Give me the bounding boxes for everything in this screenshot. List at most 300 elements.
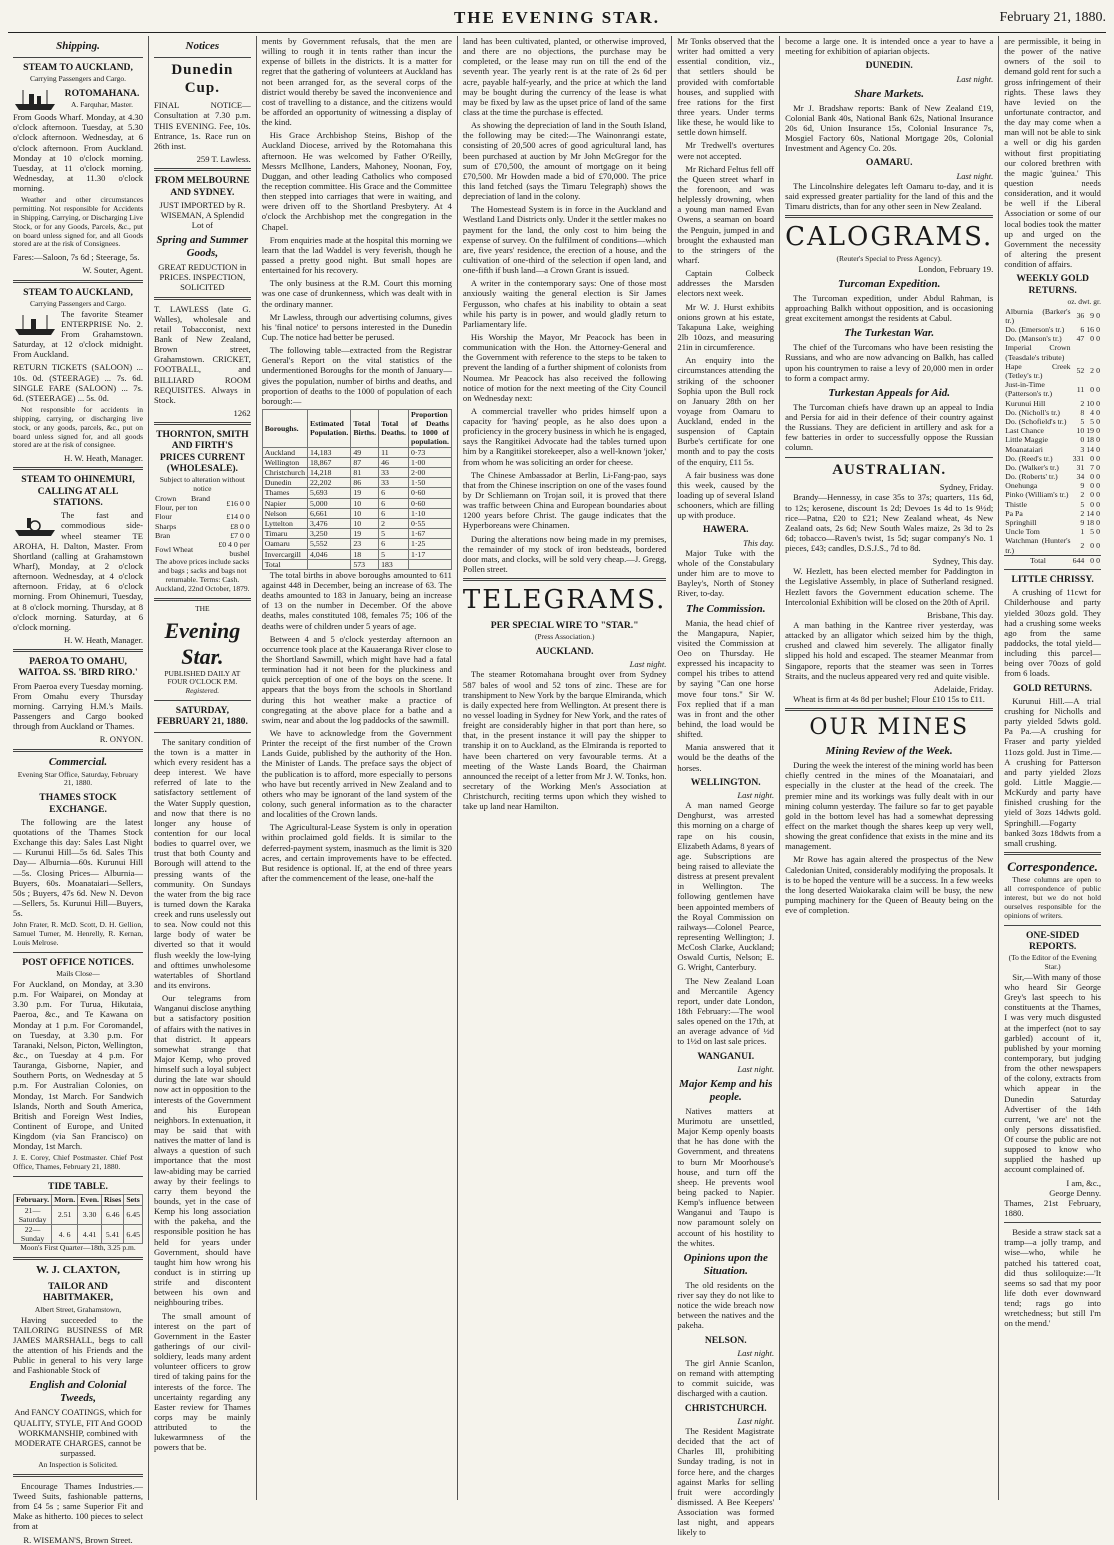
news-paragraph: A man named George Denghurst, was arrested this morning on a charge of rape on his cousin, Elizabeth Adams, 8 years of age. Subscriptions are being raised to alleviate the distress at present prevalent in Wellington. The following gentlemen have been appointed members of the Royal Commission on railways—Colonel Pearce, representing Wellington; J. McCosh Clarke, Auckland; Oswald Curtis, Nelson; E. G. Wright, Canterbury. [677,800,775,973]
table-cell: 16 [1086,325,1095,335]
prices-note: The above prices include sacks and bags ; sacks and bags not returnable. Terms: Cash. Auckland, 22nd October, 1879. [155,557,250,593]
dateline-place: WELLINGTON. [690,776,761,788]
table-cell: 1·50 [409,478,452,488]
table-cell: 4.41 [78,1224,102,1243]
columns [8,36,1106,1545]
table-row [1004,435,1101,444]
schedule-text: From Paeroa every Tuesday morning. From Omahu every Thursday morning. Carrying H.M.'s Mails. Passengers and Cargo booked through from Auckland or Thames. [13,680,143,732]
table-cell: 19 [351,488,379,498]
table-cell: £0 4 0 per bushel [218,540,250,559]
fares-text: Fares:—Saloon, 7s 6d ; Steerage, 5s. [13,252,140,263]
table-cell: Christchurch [262,468,307,478]
divider [1004,569,1101,570]
table-cell: 3,250 [308,529,351,539]
import-highlight: Spring and Summer Goods, [156,234,249,260]
divider [154,57,251,58]
table-cell: Nelson [262,508,307,518]
table-cell: 0 [1090,540,1095,550]
column-header: Even. [78,1195,102,1205]
divider [154,598,251,601]
table-cell: 0 [1080,435,1085,445]
section-heading: LITTLE CHRISSY. [1011,573,1094,585]
table-cell: 6 [379,539,409,549]
section-heading: Major Kemp and his people. [679,1077,773,1103]
table-cell: 0 [1096,435,1100,445]
stock-quotes: The following are the latest quotations of the Thames Stock Exchange this day: Sales Last Night— Kurunui Hill—5s 6d. Sales This Day— Alburnia—60s. Kurunui Hill—5s. Closing Prices— Alburnia—Buyers, 60s. Moanataiari—Sellers, 50s ; Buyers, 47s 6d. New N. Devon—Sellers, 5s. Kurunui Hill—Buyers, 5s. [13,816,143,919]
agent-name: H. W. Heath, Manager. [64,453,143,464]
import-heading: FROM MELBOURNE AND SYDNEY. [155,175,250,198]
column-header: February. [14,1195,52,1205]
dateline-place: Brisbane, This day. [927,609,994,620]
news-paragraph: An enquiry into the circumstances attending the striking of the schooner Sophia upon the Bull rock on January 28th on her voyage from Oamaru to Auckland, ended in the suspension of Captain Burbe's certificate for one month and to pay the costs of the enquiry, £11 5s. [677,355,775,467]
editorial-paragraph: The small amount of interest on the part of Government in the Easter gatherings of our civil-soldiery, leads many ardent volunteer officers to grow tired of taking pains for the interests of the force. The uncertainty regarding any Easter review for Thames corps may be mainly attributed to the lukewarmness of the powers that be. [154,1310,251,1453]
table-cell: 5 [379,529,409,539]
table-cell: Lyttelton [262,518,307,528]
table-cell: Do. (Schofield's tr.) [1005,416,1067,426]
table-row [262,457,451,467]
post-subheading: Mails Close— [56,969,100,979]
table-row [1004,472,1101,481]
table-cell: Last Chance [1005,426,1045,436]
ad-heading: STEAM TO AUCKLAND, [23,286,133,298]
divider [463,578,666,581]
divider [13,1474,143,1477]
table-cell: 21—Saturday [14,1205,52,1224]
table-cell: Imperial Crown (Teasdale's tribute) [1005,343,1071,362]
news-paragraph: The girl Annie Scanlon, on remand with attempting to commit suicide, was discharged with a caution. [677,1357,775,1399]
table-row [1004,408,1101,417]
news-paragraph: Wheat is firm at 4s 8d per bushel; Flour £10 15s to £11. [793,694,985,705]
section-heading: Opinions upon the Situation. [683,1251,768,1277]
table-row [1004,334,1101,343]
news-paragraph: Mr J. Bradshaw reports: Bank of New Zealand £19, Colonial Bank 40s, National Bank 62s, National Insurance 20s 6d, Union Insurance 15s, Colonial Insurance 7s, Mosgiel Factory 60s, National Mortgage 20s, Colonial Investment and Agency Co. 20s. [785,102,994,154]
advertiser-address: Albert Street, Grahamstown, [34,1304,122,1314]
news-paragraph: During the alterations now being made in my premises, the remainder of my stock of iron bedsteads, bordered door mats, and clocks, will be sold very cheap.—J. Gregg, Pollen street. [462,533,667,575]
table-cell: 6 [379,508,409,518]
dateline-time: Last night. [737,790,775,801]
our-mines-heading: OUR MINES [809,715,970,741]
table-cell: 0 [1096,444,1100,454]
table-cell: 6.45 [124,1224,143,1243]
news-paragraph: We have to acknowledge from the Government Printer the receipt of the first number of the Crown Lands Guide, published by the authority of the Hon. the Minister of Lands. The preface says the object of the publication is to afford, more especially to persons who have but recently arrived in New Zealand and to others who may be ignorant of the land system of the colony, such general information as to the character and localities of the Crown lands. [261,728,452,820]
table-cell: 6 [379,488,409,498]
table-row [154,494,251,512]
news-paragraph: The only business at the R.M. Court this morning was one case of drunkenness, which was dealt with in the ordinary manner. [261,278,452,309]
column-5 [672,36,780,1538]
news-paragraph: Beside a straw stack sat a tramp—a jolly tramp, and wise—who, while he patched his tattered coat, did thus soliloquize:—'It seems so sad that my poor life doth ever downward tend; rags go into wretchedness; but still I'm on the mend.' [1004,1227,1101,1329]
table-cell: 5,000 [308,498,351,508]
table-cell: 5 [1080,416,1085,426]
dateline-place: Sydney, Friday. [939,482,994,493]
table-cell: 3.30 [78,1205,102,1224]
ad-body: And FANCY COATINGS, which for QUALITY, STYLE, FIT And GOOD WORKMANSHIP, combined with MODERATE CHARGES, cannot be surpassed. [13,1407,143,1458]
table-cell: Sharps [155,521,177,531]
table-row [1004,417,1101,426]
steamship-icon [13,86,57,112]
newspaper-title: THE EVENING STAR. [453,8,661,27]
commercial-office: Evening Star Office, Saturday, February 21, 1880. [17,769,139,788]
table-cell: 23 [351,539,379,549]
dateline-time: Last night. [737,1063,775,1074]
news-paragraph: During the week the interest of the mining world has been chiefly centred in the mines of the Moanataiari, and especially in the cluster at the head of the creek. The premier mine and its workings was fully dealt with in our mining column yesterday. The failure so far to get payable gold in the bottom level has had a somewhat depressing effect on the market though the shares keep up very well, showing the great confidence that exists in the mine and its management. [785,760,994,852]
dateline-place: Sydney, This day. [932,556,994,567]
table-cell: 3,476 [308,518,351,528]
news-paragraph: His Worship the Mayor, Mr Peacock has been in communication with the Hon. the Attorney-General and the Government with reference to the steps to be taken to prevent the landing of a further shipment of colonists from Noumea. Mr Peacock has also received the following notice of motion for the next meeting of the City Council on Wednesday next: [462,331,667,403]
ad-heading: STEAM TO AUCKLAND, [23,61,133,73]
table-cell: 6 [379,498,409,508]
table-row-total [262,559,451,569]
vital-statistics-table [262,409,452,570]
news-paragraph: become a large one. It is intended once a year to have a meeting for exhibition of apiarian objects. [785,36,994,57]
table-cell: 34 [1076,472,1085,482]
table-cell: 1·67 [409,529,452,539]
table-cell: 49 [351,447,379,457]
table-row [1004,380,1101,398]
ad-body: Encourage Thames Industries.—Tweed Suits, fashionable patterns, from £4 5s ; same Superior Fit and Make as hitherto. 100 pieces to select from at [13,1480,143,1532]
news-paragraph: The Lincolnshire delegates left Oamaru to-day, and it is said expressed greater partiality for the land of this and the Timaru districts, than for any other seen in New Zealand. [785,180,994,212]
divider [13,749,143,752]
table-cell: £7 0 0 [230,530,250,540]
divider [1004,852,1101,855]
dateline-place: Adelaide, Friday. [933,683,994,694]
news-paragraph: Mr Lawless, through our advertising columns, gives his 'final notice' to persons interested in the Dunedin Cup. The notice had better be perused. [261,311,452,342]
table-cell: 11 [379,447,409,457]
table-row [1004,445,1101,454]
section-heading: Mining Review of the Week. [825,745,953,758]
table-cell: 9 [1080,481,1085,491]
column-header: Boroughs. [262,409,307,447]
table-row [154,531,251,540]
table-row [14,1224,143,1243]
press-association: (Press Association.) [534,632,595,642]
news-paragraph: From enquiries made at the hospital this morning we learn that the lad Waddel is very feverish, though he passed a pretty good night. But small hopes are entertained for his recovery. [261,234,452,276]
table-cell: 0 [1096,508,1100,518]
table-row [1004,399,1101,408]
column-1 [8,36,149,1545]
table-cell: 31 [1076,462,1085,472]
divider [1004,925,1101,926]
table-cell: 9 [1090,311,1095,321]
table-cell: Bran [155,530,171,540]
news-paragraph: The Homestead System is in force in the Auckland and Westland Land Districts only. Under it the settler makes no payment for the land, the only cost to him being the expense of survey. On the fulfilment of conditions—which are, five years' residence, the erection of a house, and the cultivation of one-third of the selection if open land, and one-fifth if bush land—a Crown Grant is issued. [462,204,667,276]
table-cell: 0 [1096,540,1100,550]
column-header: Total Deaths. [379,409,409,447]
post-sign: J. E. Corey, Chief Postmaster. Chief Post Office, Thames, February 21, 1880. [13,1153,143,1172]
table-cell: 86 [351,478,379,488]
news-paragraph: The old residents on the river say they do not like to notice the wide breach now between the natives and the pakeha. [677,1279,775,1331]
table-cell: 10 [351,498,379,508]
publication-note: PUBLISHED DAILY AT FOUR O'CLOCK P.M. [164,668,241,687]
ad-highlight: English and Colonial Tweeds, [29,1379,127,1405]
table-row [1004,527,1101,536]
masthead [8,6,1106,33]
dateline-place: CHRISTCHURCH. [684,1402,767,1414]
table-row [1004,325,1101,334]
table-cell: 5,552 [308,539,351,549]
cup-notice: FINAL NOTICE—Consultation at 7.30 p.m. THIS EVENING. Fee, 10s. Entrance, 1s. Race run on 26th inst. [154,100,251,151]
table-cell: Watchman (Hunter's tr.) [1005,536,1071,555]
table-cell: 0 [1096,518,1100,528]
letter-heading: ONE-SIDED REPORTS. [1025,929,1080,952]
column-7 [999,36,1106,1500]
table-cell: Total [262,559,307,569]
gold-returns-table [1004,307,1101,565]
table-cell: Thistle [1005,499,1027,509]
table-cell: 14,183 [308,447,351,457]
divider [785,708,993,711]
table-row [262,488,451,498]
table-cell: 18,867 [308,457,351,467]
letter-date: Thames, 21st February, 1880. [1004,1197,1101,1219]
news-paragraph: Mania answered that it would be the deaths of the horses. [677,742,775,773]
divider [13,57,143,58]
column-header: Estimated Population. [308,409,351,447]
table-cell: Fowl Wheat [155,544,194,554]
table-cell: 8 [1080,407,1085,417]
news-paragraph: Captain Colbeck addresses the Marsden electors next week. [677,268,775,299]
divider [13,1176,143,1177]
table-cell: 0 [1096,481,1100,491]
table-cell: 0 [1085,555,1095,565]
table-cell [409,559,452,569]
table-row [262,549,451,559]
shipping-heading: Shipping. [56,40,100,52]
table-cell: Alburnia (Barker's tr.) [1005,306,1071,325]
table-cell: 0 [1090,384,1095,394]
ship-master: A. Farquhar, Master. [71,100,133,110]
table-cell: 331 [1072,453,1085,463]
news-paragraph: A writer in the contemporary says: One of those most anxiously waiting the general election is Sir James Fergusson, who chafes at his inability to obtain a seat while his party is in power, and would gladly return to Parliamentary life. [462,278,667,329]
table-row [1004,536,1101,555]
table-cell: 2 [379,518,409,528]
dateline-time: Last night. [956,73,994,84]
table-cell: 1·10 [409,508,452,518]
table-cell: Do. (Reed's tr.) [1005,453,1053,463]
table-cell: Total [1004,555,1071,565]
divider [154,732,251,733]
letter-body: Sir,—With many of those who heard Sir George Grey's last speech to his constituents at the Thames, I was very much disgusted at the imperfect (not to say garbled) account of it, published by your morning contemporary, but judging from the other newspapers of the colony, extracts from which appear in the Dunedin Saturday Advertiser of the 14th current, 'we are' not the only persons dissatisfied. Of course the public are not supposed to know who supplied the hashed up account complained of. [1004,971,1101,1175]
masthead-the: THE [195,603,210,613]
commercial-heading: Commercial. [48,755,108,768]
table-cell: 0 [1096,472,1100,482]
dateline-place: HAWERA. [702,524,749,536]
table-row [14,1205,143,1224]
table-cell: 6,661 [308,508,351,518]
table-cell: 0 [1090,453,1095,463]
table-cell: 5 [1090,416,1095,426]
tide-table [13,1194,143,1244]
news-paragraph: Natives matters at Murimotu are unsettled, Major Kemp openly boasts that he has done with the Government, and threatens to burn Mr Moorhouse's house, and turn off the sheep. He prevents wool being packed to Napier. Kemp's influence between Wanganui and Taupo is now paramount solely on account of his hostility to the whites. [677,1105,775,1248]
table-header [14,1195,143,1205]
table-cell: 0·60 [409,488,452,498]
table-cell: 0 [1096,453,1100,463]
table-cell: 22—Sunday [14,1224,52,1243]
table-row [262,539,451,549]
table-cell: Oamaru [262,539,307,549]
table-cell: 0 [1096,555,1100,565]
table-cell: 0 [1096,384,1100,394]
table-cell: 5,693 [308,488,351,498]
news-paragraph: Mr W. J. Hurst exhibits onions grown at his estate, Takapuna Lake, weighing 2lb 10ozs, and measuring 21in in circumference. [677,301,775,353]
table-cell: 0 [1096,462,1100,472]
section-heading: The Commission. [686,602,766,615]
fares-text: RETURN TICKETS (SALOON) ... 10s. 0d. (STEERAGE) ... 7s. 6d. SINGLE FARE (SALOON) ... 7s. 6d. (STEERAGE) ... 5s. 0d. [13,362,143,403]
dateline-place: AUCKLAND. [535,646,594,657]
column-header: Sets [124,1195,143,1205]
table-cell: 10 [1086,398,1095,408]
table-cell: 0 [1096,311,1100,321]
table-cell: Hape Creek (Tetley's tr.) [1005,361,1071,381]
table-cell: 18 [1086,435,1095,445]
table-cell: Little Maggie [1005,435,1048,445]
table-cell: 81 [351,468,379,478]
stock-exchange-heading: THAMES STOCK EXCHANGE. [39,792,117,815]
tide-table-heading: TIDE TABLE. [48,1181,108,1193]
news-paragraph: The Resident Magistrate decided that the act of Charles Ill, prohibiting Sunday trading, is not in force here, and the charges against Marks for selling fruit were accordingly dismissed. A Bee Keepers' Association was formed last night, and appears likely to [677,1426,775,1538]
table-cell: 0 [1090,481,1095,491]
table-cell: 1·25 [409,539,452,549]
dateline-time: This day. [743,537,775,548]
divider [13,1257,143,1260]
steamship-icon [13,512,57,538]
letter-sign: I am, &c., [1066,1177,1101,1188]
ad-note: An Inspection is Solicited. [38,1460,118,1470]
news-paragraph: Mania, the head chief of the Mangapura, Napier, visited the Commission at Oeo on Thursday. He expressed his incapacity to compel his tribes to attend by saying "Can one horse move four tons." Sir W. Fox replied that if a man was in front and the other behind, the load would be shifted. [677,617,775,740]
table-row [1004,518,1101,527]
editorial-paragraph: Our telegrams from Wanganui disclose anything but a satisfactory position of affairs with the natives in that district. It appears somewhat strange that Major Kemp, who proved himself such a loyal subject during the late war should now act in opposition to the interests of the Government and his European neighbors. In extenuation, it may be said that with natives the matter of land is always a question of such importance that the most law-abiding may be carried away by their feelings to carry them beyond the bounds, yet in the case of Kemp his long association with the pakeha, and the responsible position he has held for years under Government, should have taught him how wrong his conduct is in stirring up strife and discontent between his own and neighbouring tribes. [154,993,251,1308]
divider [13,280,143,283]
table-row [1004,509,1101,518]
notices-heading: Notices [185,40,220,52]
table-cell: 2 [1090,366,1095,376]
table-cell: 0 [1096,398,1100,408]
table-cell: 33 [379,478,409,488]
table-cell: Moanataiari [1005,444,1043,454]
schedule-text: From Goods Wharf. Monday, at 4.30 o'clock afternoon. Tuesday, at 5.30 o'clock afternoon. Wednesday, at 6 o'clock afternoon. From Auckland. Monday at 10 o'clock morning. Tuesday, at 11 o'clock morning. Wednesday, at 11.30 o'clock morning. [13,112,143,194]
table-cell: 5 [379,549,409,559]
schedule-text: The fast and commodious side-wheel steamer TE AROHA, H. Dalton, Master. From Shortland (calling at Grahamstown Wharf), Monday, at 2 o'clock afternoon. Wednesday, at 4 o'clock afternoon. Friday, at 6 o'clock morning. From Ohinemuri, Tuesday, at 8 o'clock morning. Thursday, at 8 o'clock morning. Saturday, at 6 o'clock morning. [13,510,143,632]
table-row [1004,307,1101,325]
news-paragraph: Mr Richard Feltus fell off the Queen street wharf in the forenoon, and was helplessly drowning, when a young man named Evan Owens, a seaman on board the Penguin, jumped in and brought the exhausted man to the stringers of the wharf. [677,163,775,265]
gold-returns-heading: WEEKLY GOLD RETURNS. [1016,273,1089,296]
editorial-paragraph: The sanitary condition of the town is a matter in which every resident has a deep interest. We have referred of late to the satisfactory settlement of the Water Supply question, and now that there is no longer any house of contention for our local bodies to quarrel over, we trust that both County and Borough will attend to the pressing wants of the community. On Sundays the water from the big race is turned down the Karaka creek and runs uselessly out to sea. Now could not this large body of water be diverted so that it would flush weekly the low-lying and ofttimes unwholesome watertables of Shortland and its environs. [154,736,251,991]
table-cell: Thames [262,488,307,498]
table-row [1004,362,1101,380]
news-paragraph: The steamer Rotomahana brought over from Sydney 587 bales of wool and 52 tons of zinc. These are for transhipment to New York by the barque Elmiranda, which is daily expected here from Wellington. At present there is no vessel loading in Sydney for New York, and the rates of freight are considerably higher in that port than here, so that, in the present instance it will pay the shipper to tranship it on to Auckland, as the Elmiranda is reported to have been chartered on very favourable terms. At a meeting of the Waste Lands Board, the Chairman announced the receipt of a letter from Mr J. W. Tonks, hon. secretary of the Working Men's Association at Christchurch, reciting terms upon which they wished to take up land near Hamilton. [462,669,667,812]
agent-name: H. W. Heath, Manager. [64,635,143,645]
section-heading: GOLD RETURNS. [1013,682,1093,694]
table-cell: 2 [1080,508,1085,518]
dateline-time: Last night. [956,170,994,181]
ad-subheading: Carrying Passengers and Cargo. [29,74,127,84]
divider [785,215,993,218]
table-cell: 0·73 [409,447,452,457]
telegrams-sub: PER SPECIAL WIRE TO "STAR." [490,619,639,631]
schedule-text: The favorite Steamer ENTERPRISE No. 2. From Grahamstown. Saturday, at 12 o'clock midnight. From Auckland. [13,308,143,360]
column-header: Morn. [52,1195,78,1205]
table-cell: 0 [1096,426,1100,436]
table-row-total [1004,555,1101,565]
table-cell: 0 [1096,407,1100,417]
news-paragraph: As showing the depreciation of land in the South Island, the following may be cited:—The Wainonrangi estate, consisting of 20,500 acres of good agricultural land, has been purchased at auction by Mr John McGregor for the sum of £70,500, the amount of mortgage on it being £70,500. Mr Howden made a bid of £70,000. The price this land fetched (says the Timaru Telegraph) shows the depreciation of land in the colony. [462,120,667,202]
moon-phase: Moon's First Quarter—18th, 3.25 p.m. [20,1243,136,1253]
table-cell: 2.51 [52,1205,78,1224]
prices-sub: Subject to alteration without notice [159,475,245,494]
divider [13,649,143,652]
table-cell: 7 [1090,462,1095,472]
table-cell: 33 [379,468,409,478]
table-cell: 183 [379,559,409,569]
table-cell: 14 [1086,444,1095,454]
dateline-place: London, February 19. [918,263,994,274]
notice-text: Weather and other circumstances permitting. Not responsible for Accidents in Shipping, Carrying, or Discharging Live Stock, or for any Goods, Parcels, &c., put on board unless signed for, and all Goods stored are at the risk of Consignees. [13,195,143,249]
divider [1004,1222,1101,1223]
news-paragraph: Major Tuke with the whole of the Constabulary under him are to move to Bayley's, North of Stoney River, to-day. [677,547,775,599]
import-body: JUST IMPORTED by R. WISEMAN, A Splendid Lot of [159,199,246,231]
divider [154,168,251,171]
table-cell: 52 [1076,366,1085,376]
news-paragraph: Brandy—Hennessy, in case 35s to 37s; quarters, 11s 6d, to 12s; kerosene, discount 1s 2d; Devoes 1s 4d to 1s 9½d; rice—Patna, £20 to £21; New Zealand wheat, 4s New Zealand oats, 2s 6d; New South Wales maize, 2s 3d to 2s 6d; tobacco—Raven's twist, 1s 5d; sugar company's No. 1 pieces, £43; candles, D.S.J.S., 7d to 8d. [785,492,994,554]
table-cell: 10 [351,518,379,528]
table-cell: £16 0 0 [226,498,250,508]
letter-name: George Denny. [1049,1187,1101,1198]
table-cell: 1·00 [409,457,452,467]
divider [154,700,251,701]
table-cell: 0 [1096,325,1100,335]
table-cell: 0 [1096,527,1100,537]
news-paragraph: land has been cultivated, planted, or otherwise improved, and there are no objections, the purchase may be completed, or the lease may run on till the end of the seventh year. The yearly rent is at the rate of 2s 6d per acre, payable half-yearly, and the price at which the land may be bought during the currency of the lease is what may be fixed by law as the upset price of land of the same class at the time the purchase is effected. [462,36,667,117]
table-cell: 5 [1080,499,1085,509]
dateline-place: OAMARU. [865,157,913,169]
prices-heading: THORNTON, SMITH AND FIRTH'S PRICES CURRENT (WHOLESALE). [156,429,249,475]
table-cell [1085,343,1095,361]
dateline-place: WANGANUI. [697,1050,755,1062]
news-paragraph: A fair business was done this week, caused by the loading up of several Island schooners, which are filling up with produce. [677,469,775,521]
advertiser-trade: TAILOR AND HABITMAKER, [42,1281,114,1304]
table-cell: Crown Brand Flour, per ton [155,494,211,513]
table-cell [308,559,351,569]
news-paragraph: Kurunui Hill.—A trial crushing for Nicholls and party yielded 5dwts gold. Pa Pa.—A crushing for Fraser and party yielded 11ozs gold. Just in Time.—A crushing for Patterson and party yielded 2lozs gold. Little Maggie.—McKurdy and party have finished crushing for the yield of 3ozs 14dwts gold. Springhill.—Fogarty banked 3ozs 18dwts from a small crushing. [1004,695,1101,848]
table-row [154,522,251,531]
column-3 [257,36,458,1500]
ship-name: ROTOMAHANA. [64,88,140,100]
table-cell: Do. (Manson's tr.) [1005,334,1062,344]
table-cell: 644 [1072,555,1085,565]
table-cell: 6 [1080,325,1085,335]
table-row [262,518,451,528]
table-cell: 46 [379,457,409,467]
table-row [1004,490,1101,499]
dateline-place: NELSON. [704,1334,747,1346]
table-cell: 0 [1090,472,1095,482]
dateline-place: DUNEDIN. [865,60,913,72]
table-cell: 47 [1076,334,1085,344]
ad-subheading: Carrying Passengers and Cargo. [29,298,127,308]
table-cell: 19 [1086,426,1095,436]
table-cell: 10 [1076,426,1085,436]
dateline-time: Last night. [629,659,667,670]
news-paragraph: Mr Tredwell's overtures were not accepted. [677,140,775,161]
news-paragraph: The Turcoman expedition, under Abdul Rahman, is approaching Balkh without opposition, and is occasioning great excitement amongst the residents at Cabul. [785,292,994,324]
table-cell: Do. (Walker's tr.) [1005,462,1059,472]
prices-table [154,494,251,558]
masthead-logo: Evening Star. [164,617,241,669]
table-row [1004,463,1101,472]
table-row [1004,343,1101,361]
table-cell: 4,046 [308,549,351,559]
table-cell: Invercargill [262,549,307,559]
column-header: Total Births. [351,409,379,447]
